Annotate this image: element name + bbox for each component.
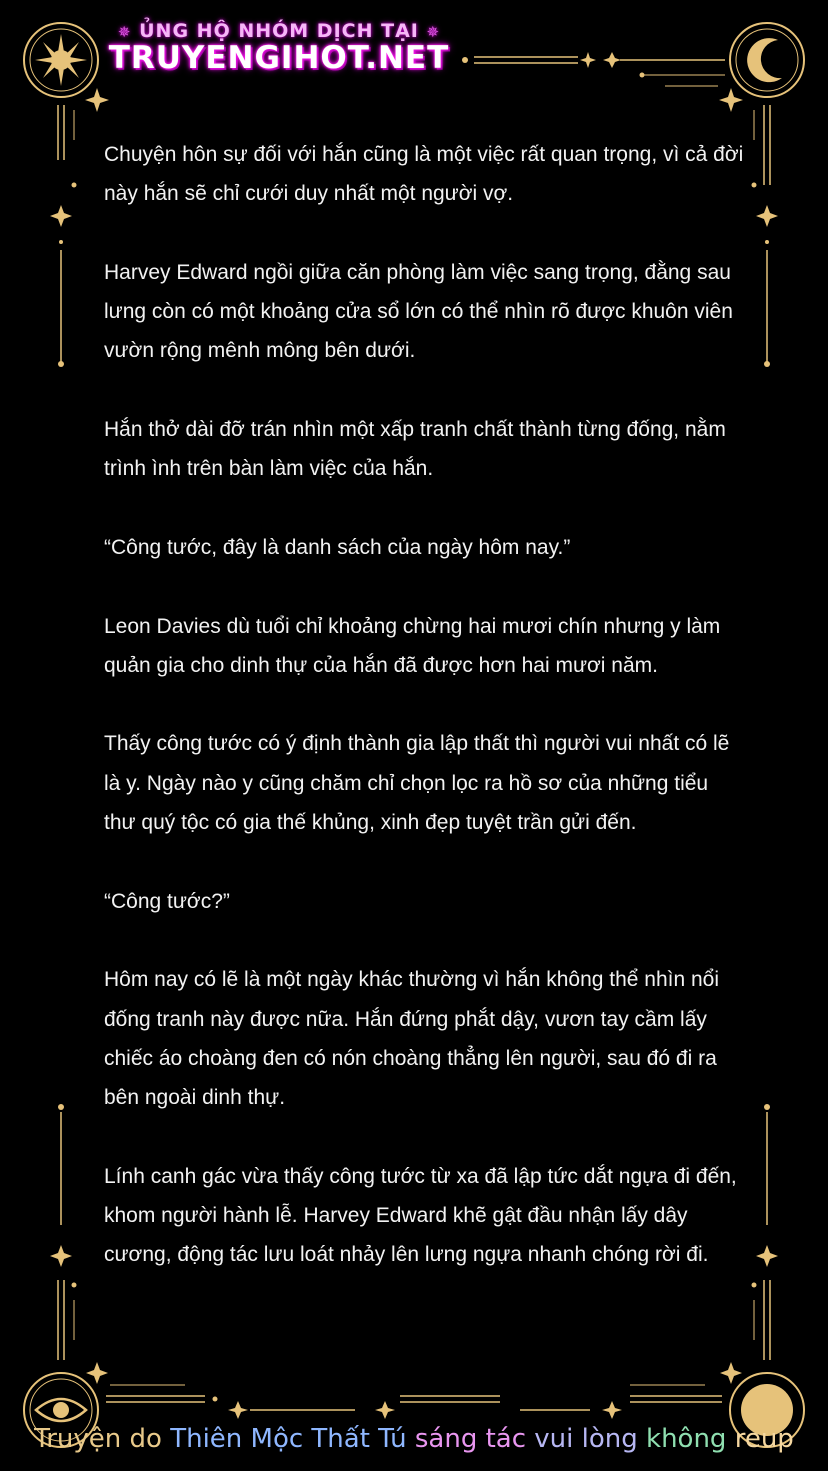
footer-segment: Truyện do — [34, 1424, 171, 1454]
banner-tagline-text: ỦNG HỘ NHÓM DỊCH TẠI — [139, 20, 419, 42]
paragraph: Lính canh gác vừa thấy công tước từ xa đã lập tức dắt ngựa đi đến, khom người hành lễ. Harvey Edward khẽ gật đầu nhận lấy dây cương, động tác lưu loát nhảy lên lưng ngựa nhanh chóng rời đi. — [104, 1164, 737, 1267]
footer-segment-author: Thiên Mộc Thất Tú — [170, 1424, 407, 1454]
banner-site-name: TRUYENGIHOT.NET — [108, 40, 450, 76]
footer-segment: sáng tác — [406, 1424, 527, 1454]
paragraph: Hôm nay có lẽ là một ngày khác thường vì hắn không thể nhìn nổi đống tranh này được nữa. Hắn đứng phắt dậy, vươn tay cầm lấy chiếc áo choàng đen có nón choàng thẳng lên người, sau đó đi ra bên ngoài dinh thự. — [104, 968, 720, 1110]
paragraph: Thấy công tước có ý định thành gia lập thất thì người vui nhất có lẽ là y. Ngày nào y cũng chăm chỉ chọn lọc ra hồ sơ của những tiểu thư quý tộc có gia thế khủng, xinh đẹp tuyệt trần gửi đến. — [104, 732, 730, 835]
footer-segment: vui lòng — [526, 1424, 638, 1454]
site-banner — [104, 20, 454, 76]
story-text — [104, 135, 744, 1314]
footer-segment: không — [637, 1424, 727, 1454]
banner-tagline — [104, 20, 454, 42]
sun-icon — [24, 23, 98, 97]
footer-notice — [0, 1424, 828, 1454]
sparkle-icon: ✵ — [117, 23, 132, 41]
paragraph: “Công tước, đây là danh sách của ngày hôm nay.” — [104, 535, 571, 559]
paragraph: “Công tước?” — [104, 889, 230, 913]
paragraph: Leon Davies dù tuổi chỉ khoảng chừng hai mươi chín nhưng y làm quản gia cho dinh thự của hắn đã được hơn hai mươi năm. — [104, 614, 721, 677]
sparkle-icon: ✵ — [426, 23, 441, 41]
crescent-moon-icon — [730, 23, 804, 97]
footer-segment: reup — [726, 1424, 794, 1454]
paragraph: Harvey Edward ngồi giữa căn phòng làm việc sang trọng, đằng sau lưng còn có một khoảng cửa sổ lớn có thể nhìn rõ được khuôn viên vườn rộng mênh mông bên dưới. — [104, 260, 733, 363]
paragraph: Hắn thở dài đỡ trán nhìn một xấp tranh chất thành từng đống, nằm trình ình trên bàn làm việc của hắn. — [104, 418, 726, 481]
paragraph: Chuyện hôn sự đối với hắn cũng là một việc rất quan trọng, vì cả đời này hắn sẽ chỉ cưới duy nhất một người vợ. — [104, 143, 744, 206]
